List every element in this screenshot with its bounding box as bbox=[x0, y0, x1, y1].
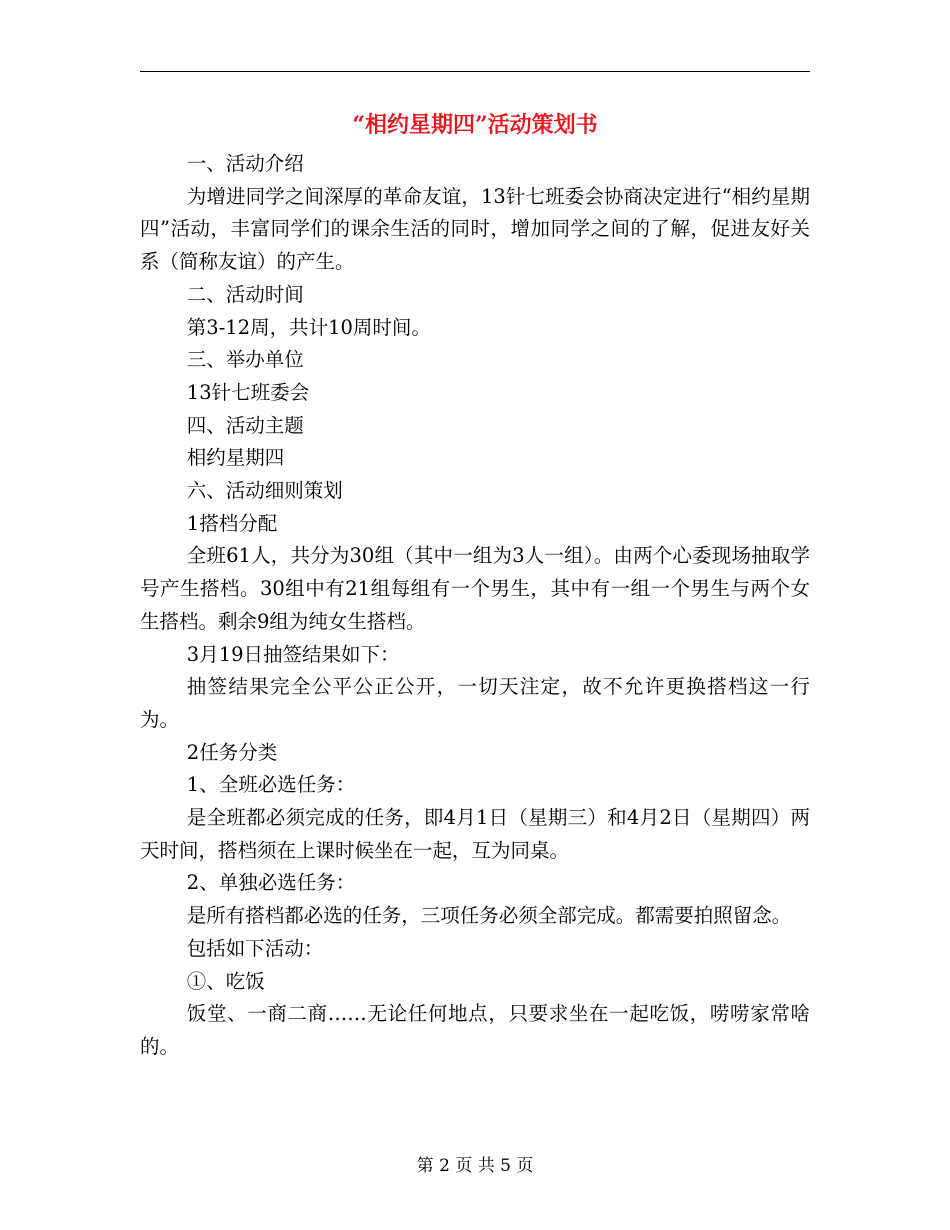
subheading-eating: ①、吃饭 bbox=[186, 969, 265, 993]
paragraph-theme: 相约星期四 bbox=[186, 446, 285, 470]
header-rule bbox=[140, 71, 810, 72]
paragraph-time: 第3-12周，共计10周时间。 bbox=[186, 315, 431, 339]
paragraph-draw-fairness: 抽签结果完全公平公正公开，一切天注定，故不允许更换搭档这一行为。 bbox=[140, 675, 810, 731]
section-heading-theme: 四、活动主题 bbox=[186, 413, 304, 437]
section-heading-details: 六、活动细则策划 bbox=[186, 479, 343, 503]
page-number: 第 2 页 共 5 页 bbox=[416, 1156, 534, 1176]
subheading-task-categories: 2任务分类 bbox=[186, 740, 278, 764]
section-heading-intro: 一、活动介绍 bbox=[186, 152, 304, 175]
paragraph-partner-assignment: 全班61人，共分为30组（其中一组为3人一组）。由两个心委现场抽取学号产生搭档。30组中有21组每组有一个男生，其中有一组一个男生与两个女生搭档。剩余9组为纯女生搭档。 bbox=[140, 544, 810, 633]
paragraph-organizer: 13针七班委会 bbox=[186, 380, 310, 404]
document-title: “相约星期四”活动策划书 bbox=[352, 112, 598, 138]
paragraph-individual-task: 是所有搭档都必选的任务，三项任务必须全部完成。都需要拍照留念。 bbox=[186, 904, 792, 928]
paragraph-class-task: 是全班都必须完成的任务，即4月1日（星期三）和4月2日（星期四）两天时间，搭档须在上课时候坐在一起，互为同桌。 bbox=[140, 806, 810, 862]
paragraph-eating: 饭堂、一商二商……无论任何地点，只要求坐在一起吃饭，唠唠家常啥的。 bbox=[140, 1002, 810, 1058]
subheading-partner-assignment: 1搭档分配 bbox=[186, 511, 278, 535]
subheading-class-task: 1、全班必选任务： bbox=[186, 773, 356, 797]
section-heading-time: 二、活动时间 bbox=[186, 282, 304, 306]
paragraph-draw-date: 3月19日抽签结果如下： bbox=[186, 642, 400, 666]
document-body bbox=[140, 148, 810, 1064]
section-heading-organizer: 三、举办单位 bbox=[186, 348, 304, 372]
subheading-individual-task: 2、单独必选任务： bbox=[186, 871, 356, 895]
paragraph-intro: 为增进同学之间深厚的革命友谊，13针七班委会协商决定进行“相约星期四”活动，丰富同学们的课余生活的同时，增加同学之间的了解，促进友好关系（简称友谊）的产生。 bbox=[140, 184, 810, 274]
paragraph-activities-intro: 包括如下活动： bbox=[186, 936, 324, 960]
